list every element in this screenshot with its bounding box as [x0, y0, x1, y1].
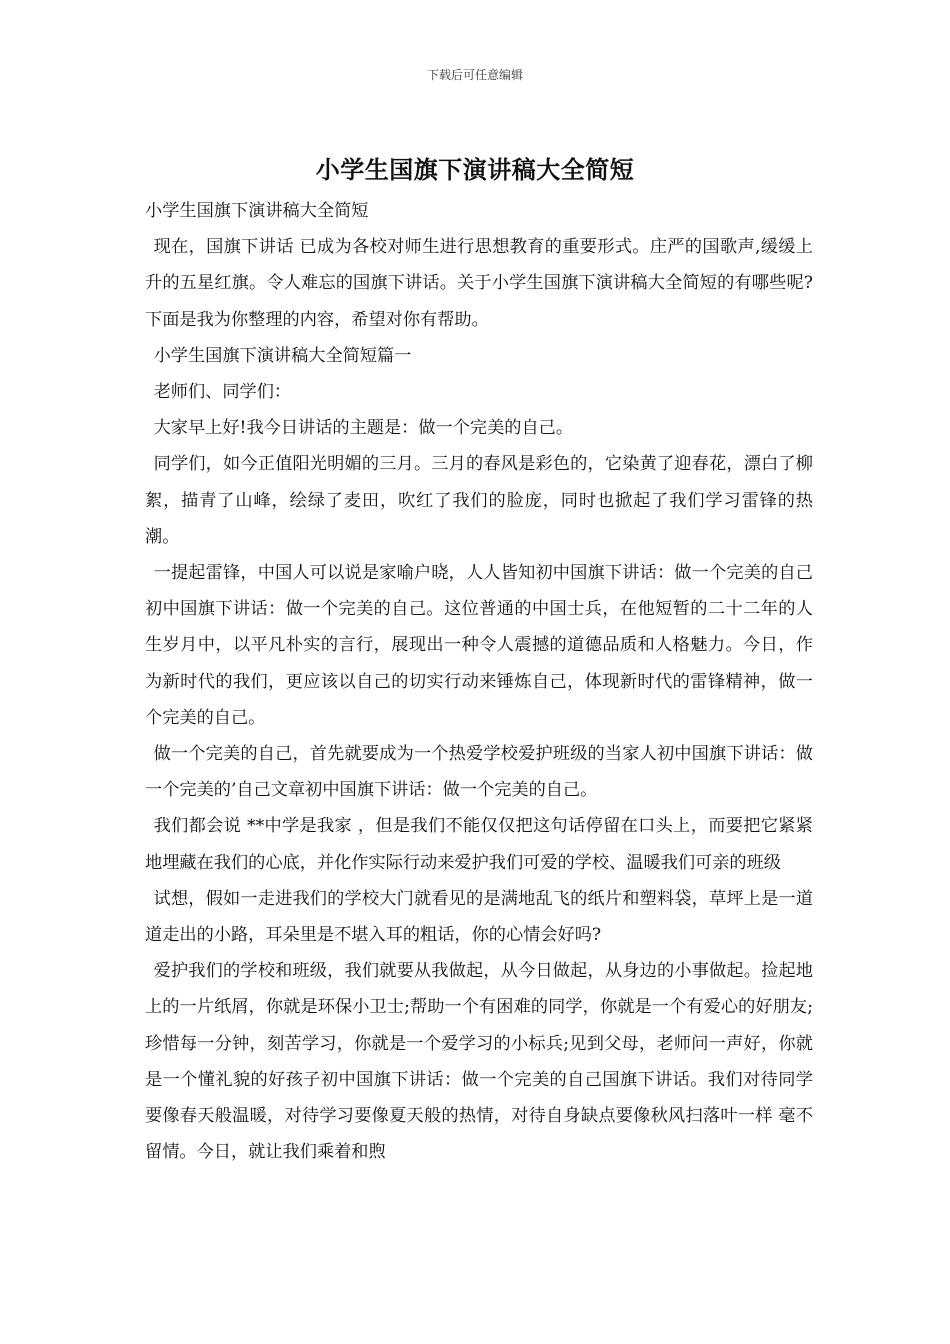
document-title: 小学生国旗下演讲稿大全简短: [315, 155, 635, 184]
page-header: 下载后可任意编辑: [426, 68, 523, 82]
paragraph: 我们都会说 **中学是我家 ，但是我们不能仅仅把这句话停留在口头上，而要把它紧紧地埋藏在我们的心底，并化作实际行动来爱护我们可爱的学校、温暖我们可亲的班级: [145, 816, 813, 873]
paragraph: 爱护我们的学校和班级，我们就要从我做起，从今日做起，从身边的小事做起。捡起地上的一片纸屑，你就是环保小卫士;帮助一个有困难的同学，你就是一个有爱心的好朋友;珍惜每一分钟，刻苦学习，你就是一个爱学习的小标兵;见到父母，老师问一声好，你就是一个懂礼貌的好孩子初中国旗下讲话：做一个完美的自己国旗下讲话。我们对待同学要像春天般温暖，对待学习要像夏天般的热情，对待自身缺点要像秋风扫落叶一样 毫不留情。今日，就让我们乘着和煦: [145, 961, 813, 1163]
paragraph: 一提起雷锋，中国人可以说是家喻户晓，人人皆知初中国旗下讲话：做一个完美的自己初中国旗下讲话：做一个完美的自己。这位普通的中国士兵，在他短暂的二十二年的人生岁月中，以平凡朴实的言行，展现出一种令人震撼的道德品质和人格魅力。今日，作为新时代的我们，更应该以自己的切实行动来锤炼自己，体现新时代的雷锋精神，做一个完美的自己。: [145, 563, 813, 728]
paragraph: 做一个完美的自己，首先就要成为一个热爱学校爱护班级的当家人初中国旗下讲话：做一个完美的’自己文章初中国旗下讲话：做一个完美的自己。: [145, 744, 813, 801]
paragraph-intro: 现在，国旗下讲话 已成为各校对师生进行思想教育的重要形式。庄严的国歌声,缓缓上升的五星红旗。令人难忘的国旗下讲话。关于小学生国旗下演讲稿大全简短的有哪些呢?下面是我为你整理的内容，希望对你有帮助。: [145, 237, 813, 330]
paragraph-section-heading: 小学生国旗下演讲稿大全简短篇一: [153, 345, 412, 366]
paragraph: 试想，假如一走进我们的学校大门就看见的是满地乱飞的纸片和塑料袋，草坪上是一道道走出的小路，耳朵里是不堪入耳的粗话，你的心情会好吗?: [145, 888, 813, 946]
paragraph-topic: 大家早上好!我今日讲话的主题是：做一个完美的自己。: [153, 418, 574, 439]
document-body: [145, 193, 813, 1170]
paragraph: 同学们，如今正值阳光明媚的三月。三月的春风是彩色的，它染黄了迎春花，漂白了柳絮，描青了山峰，绘绿了麦田，吹红了我们的脸庞，同时也掀起了我们学习雷锋的热潮。: [145, 454, 813, 547]
paragraph-greeting: 老师们、同学们：: [153, 382, 292, 403]
paragraph-subtitle: 小学生国旗下演讲稿大全简短: [145, 201, 369, 221]
